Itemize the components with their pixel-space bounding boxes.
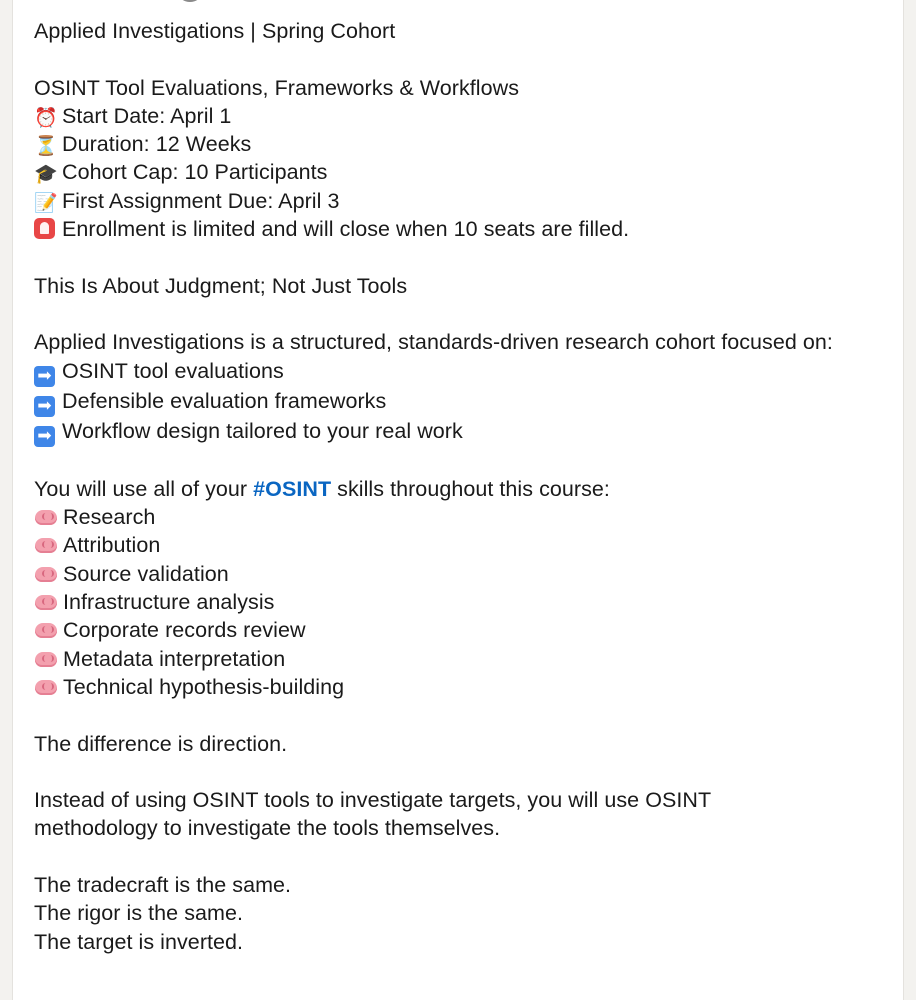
spacer	[34, 243, 894, 271]
post-card	[12, 0, 904, 1000]
post-body	[34, 17, 894, 956]
avatar[interactable]	[179, 0, 201, 2]
section-heading: This Is About Judgment; Not Just Tools	[34, 273, 408, 298]
detail-enrollment	[34, 215, 894, 243]
skill-text: Research	[63, 505, 156, 530]
brain-icon	[34, 651, 58, 668]
spacer	[34, 701, 894, 729]
hourglass-icon: ⏳	[34, 135, 58, 158]
spacer	[34, 758, 894, 786]
siren-icon	[34, 218, 55, 239]
detail-cohort-cap	[34, 158, 894, 186]
focus-item	[34, 387, 894, 417]
direction-line-1: Instead of using OSINT tools to investigate targets, you will use OSINT	[34, 788, 712, 813]
focus-item	[34, 357, 894, 387]
spacer	[34, 300, 894, 328]
graduate-icon: 🎓	[34, 163, 58, 186]
right-arrow-icon: ➡	[34, 396, 55, 417]
post-subtitle: OSINT Tool Evaluations, Frameworks & Workflows	[34, 75, 520, 100]
skill-text: Attribution	[63, 533, 161, 558]
skill-item	[34, 645, 894, 673]
focus-text: Workflow design tailored to your real work	[62, 418, 463, 443]
focus-text: OSINT tool evaluations	[62, 358, 284, 383]
detail-duration	[34, 130, 894, 158]
skill-text: Corporate records review	[63, 618, 306, 643]
intro-paragraph: Applied Investigations is a structured, standards-driven research cohort focused on:	[34, 330, 833, 355]
spacer	[34, 45, 894, 73]
skills-intro-before: You will use all of your	[34, 476, 254, 501]
right-arrow-icon: ➡	[34, 426, 55, 447]
brain-icon	[34, 509, 58, 526]
detail-text: Duration: 12 Weeks	[62, 132, 252, 157]
spacer	[34, 447, 894, 475]
osint-hashtag-link[interactable]: #OSINT	[253, 476, 332, 501]
direction-line-2: methodology to investigate the tools themselves.	[34, 816, 501, 841]
detail-text: Enrollment is limited and will close when 10 seats are filled.	[62, 217, 630, 242]
detail-first-assignment	[34, 187, 894, 215]
skill-item	[34, 616, 894, 644]
skills-intro-after: skills throughout this course:	[331, 476, 610, 501]
skill-item	[34, 503, 894, 531]
closing-line: The rigor is the same.	[34, 901, 244, 926]
closing-line: The tradecraft is the same.	[34, 873, 292, 898]
skill-text: Source validation	[63, 561, 229, 586]
focus-text: Defensible evaluation frameworks	[62, 388, 387, 413]
brain-icon	[34, 537, 58, 554]
brain-icon	[34, 622, 58, 639]
spacer	[34, 843, 894, 871]
brain-icon	[34, 679, 58, 696]
skill-item	[34, 531, 894, 559]
detail-start-date	[34, 102, 894, 130]
skill-item	[34, 673, 894, 701]
post-title: Applied Investigations | Spring Cohort	[34, 19, 396, 43]
memo-icon: 📝	[34, 191, 58, 214]
skill-item	[34, 588, 894, 616]
brain-icon	[34, 566, 58, 583]
alarm-clock-icon: ⏰	[34, 106, 58, 129]
detail-text: Start Date: April 1	[62, 103, 232, 128]
skills-intro	[34, 475, 894, 503]
closing-line: The target is inverted.	[34, 929, 244, 954]
skill-text: Infrastructure analysis	[63, 590, 275, 615]
skill-text: Metadata interpretation	[63, 646, 286, 671]
focus-item	[34, 417, 894, 447]
detail-text: Cohort Cap: 10 Participants	[62, 160, 328, 185]
skill-text: Technical hypothesis-building	[63, 674, 345, 699]
difference-line: The difference is direction.	[34, 731, 288, 756]
right-arrow-icon: ➡	[34, 366, 55, 387]
brain-icon	[34, 594, 58, 611]
skill-item	[34, 560, 894, 588]
detail-text: First Assignment Due: April 3	[62, 188, 340, 213]
